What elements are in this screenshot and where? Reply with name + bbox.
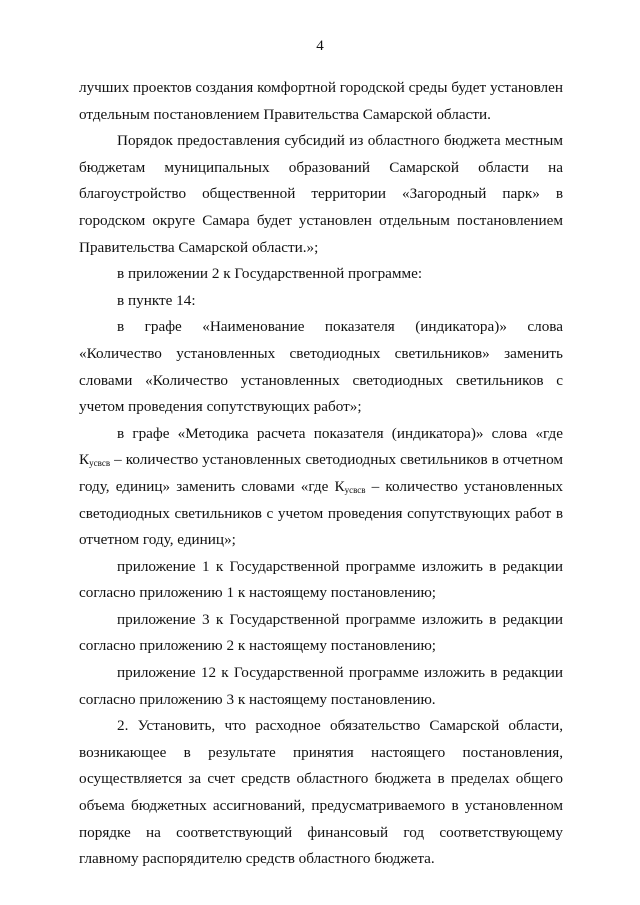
paragraph-continuation: лучших проектов создания комфортной городской среды будет установлен отдельным постановлением Правительства Самарской области. [79,79,563,123]
paragraph-item-14: в пункте 14: [117,291,196,309]
paragraph-calculation-method [79,421,563,554]
calc-text-a: в графе «Методика расчета показателя (индикатора)» слова «где К [79,424,563,469]
page-number: 4 [316,38,324,54]
paragraph-subsidy-procedure: Порядок предоставления субсидий из областного бюджета местным бюджетам муниципальных образований Самарской области на благоустройство общественной территории «Загородный парк» в городском округе Самара будет установлен отдельным постановлением Правительства Самарской области.»; [79,132,563,256]
calc-text-b: – количество установленных светодиодных светильников в отчетном году, единиц» заменить словами «где К [79,451,563,495]
paragraph-appendix-12-edit: приложение 12 к Государственной программе изложить в редакции согласно приложению 3 к настоящему постановлению. [79,664,563,708]
document-body [79,75,563,873]
paragraph-appendix-3-edit: приложение 3 к Государственной программе изложить в редакции согласно приложению 2 к настоящему постановлению; [79,610,563,655]
paragraph-indicator-name: в графе «Наименование показателя (индикатора)» слова «Количество установленных светодиодных светильников» заменить словами «Количество установленных светодиодных светильников с учетом проведения сопутствующих работ»; [79,318,563,416]
paragraph-expenditure-obligation: 2. Установить, что расходное обязательство Самарской области, возникающее в результате принятия настоящего постановления, осуществляется за счет средств областного бюджета в пределах общего объема бюджетных ассигнований, предусматриваемого в установленном порядке на соответствующий финансовый год соответствующему главному распорядителю средств областного бюджета. [79,717,563,868]
paragraph-appendix-1-edit: приложение 1 к Государственной программе изложить в редакции согласно приложению 1 к настоящему постановлению; [79,557,563,602]
calc-text-c: – количество установленных светодиодных светильников с учетом проведения сопутствующих работ в отчетном году, единиц»; [79,477,563,549]
subscript-usvsv-2: усвсв [344,484,366,495]
paragraph-appendix-2: в приложении 2 к Государственной программе: [117,265,423,283]
subscript-usvsv-1: усвсв [89,458,111,469]
